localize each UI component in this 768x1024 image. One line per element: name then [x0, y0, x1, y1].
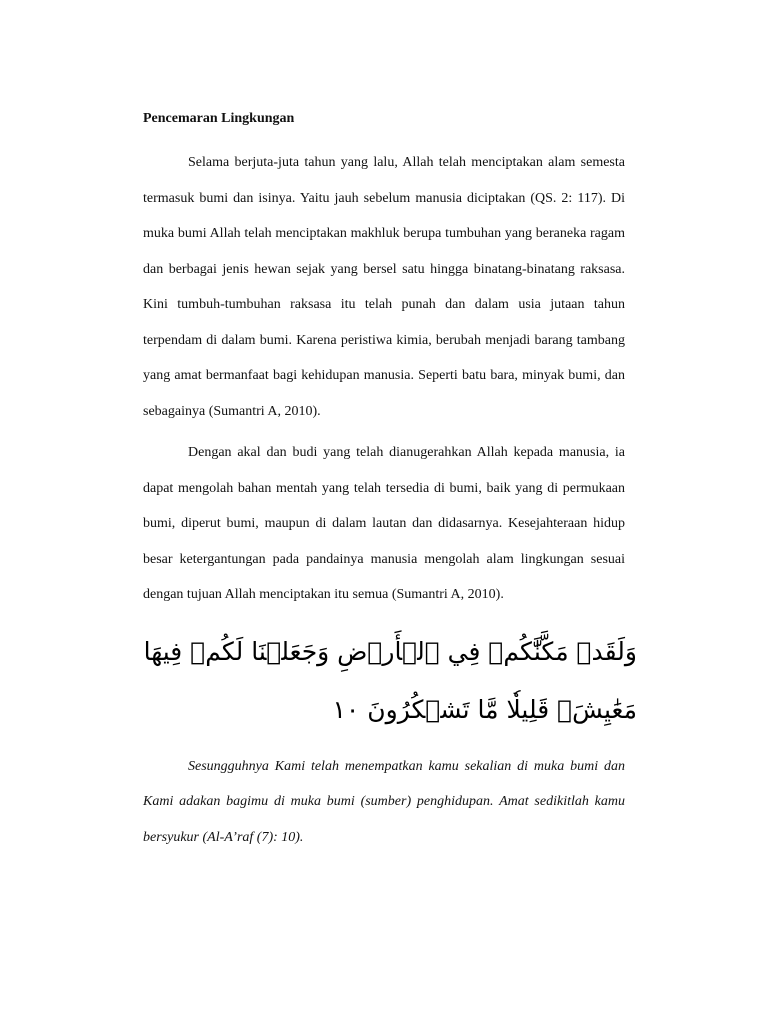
document-title: Pencemaran Lingkungan	[143, 111, 295, 126]
document-body	[143, 108, 637, 855]
verse-translation: Sesungguhnya Kami telah menempatkan kamu sekalian di muka bumi dan Kami adakan bagimu di muka bumi (sumber) penghidupan. Amat sedikitlah kamu bersyukur (Al-A’raf (7): 10).	[143, 758, 625, 845]
paragraph-2: Dengan akal dan budi yang telah dianugerahkan Allah kepada manusia, ia dapat mengolah bahan mentah yang telah tersedia di bumi, baik yang di permukaan bumi, diperut bumi, maupun di dalam lautan dan didasarnya. Kesejahteraan hidup besar ketergantungan pada pandainya manusia mengolah alam lingkungan sesuai dengan tujuan Allah menciptakan itu semua (Sumantri A, 2010).	[143, 445, 625, 602]
paragraph-1: Selama berjuta-juta tahun yang lalu, Allah telah menciptakan alam semesta termasuk bumi dan isinya. Yaitu jauh sebelum manusia diciptakan (QS. 2: 117). Di muka bumi Allah telah menciptakan makhluk berupa tumbuhan yang beraneka ragam dan berbagai jenis hewan sejak yang bersel satu hingga binatang-binatang raksasa. Kini tumbuh-tumbuhan raksasa itu telah punah dan dalam usia jutaan tahun terpendam di dalam bumi. Karena peristiwa kimia, berubah menjadi barang tambang yang amat bermanfaat bagi kehidupan manusia. Seperti batu bara, minyak bumi, dan sebagainya (Sumantri A, 2010).	[143, 155, 625, 419]
arabic-verse: وَلَقَدۡ مَكَّنَّٰكُمۡ فِي ٱلۡأَرۡضِ وَجَعَلۡنَا لَكُمۡ فِيهَا مَعَٰيِشَۗ قَلِيلٗا مَّا تَشۡكُرُونَ ١٠	[143, 636, 637, 724]
